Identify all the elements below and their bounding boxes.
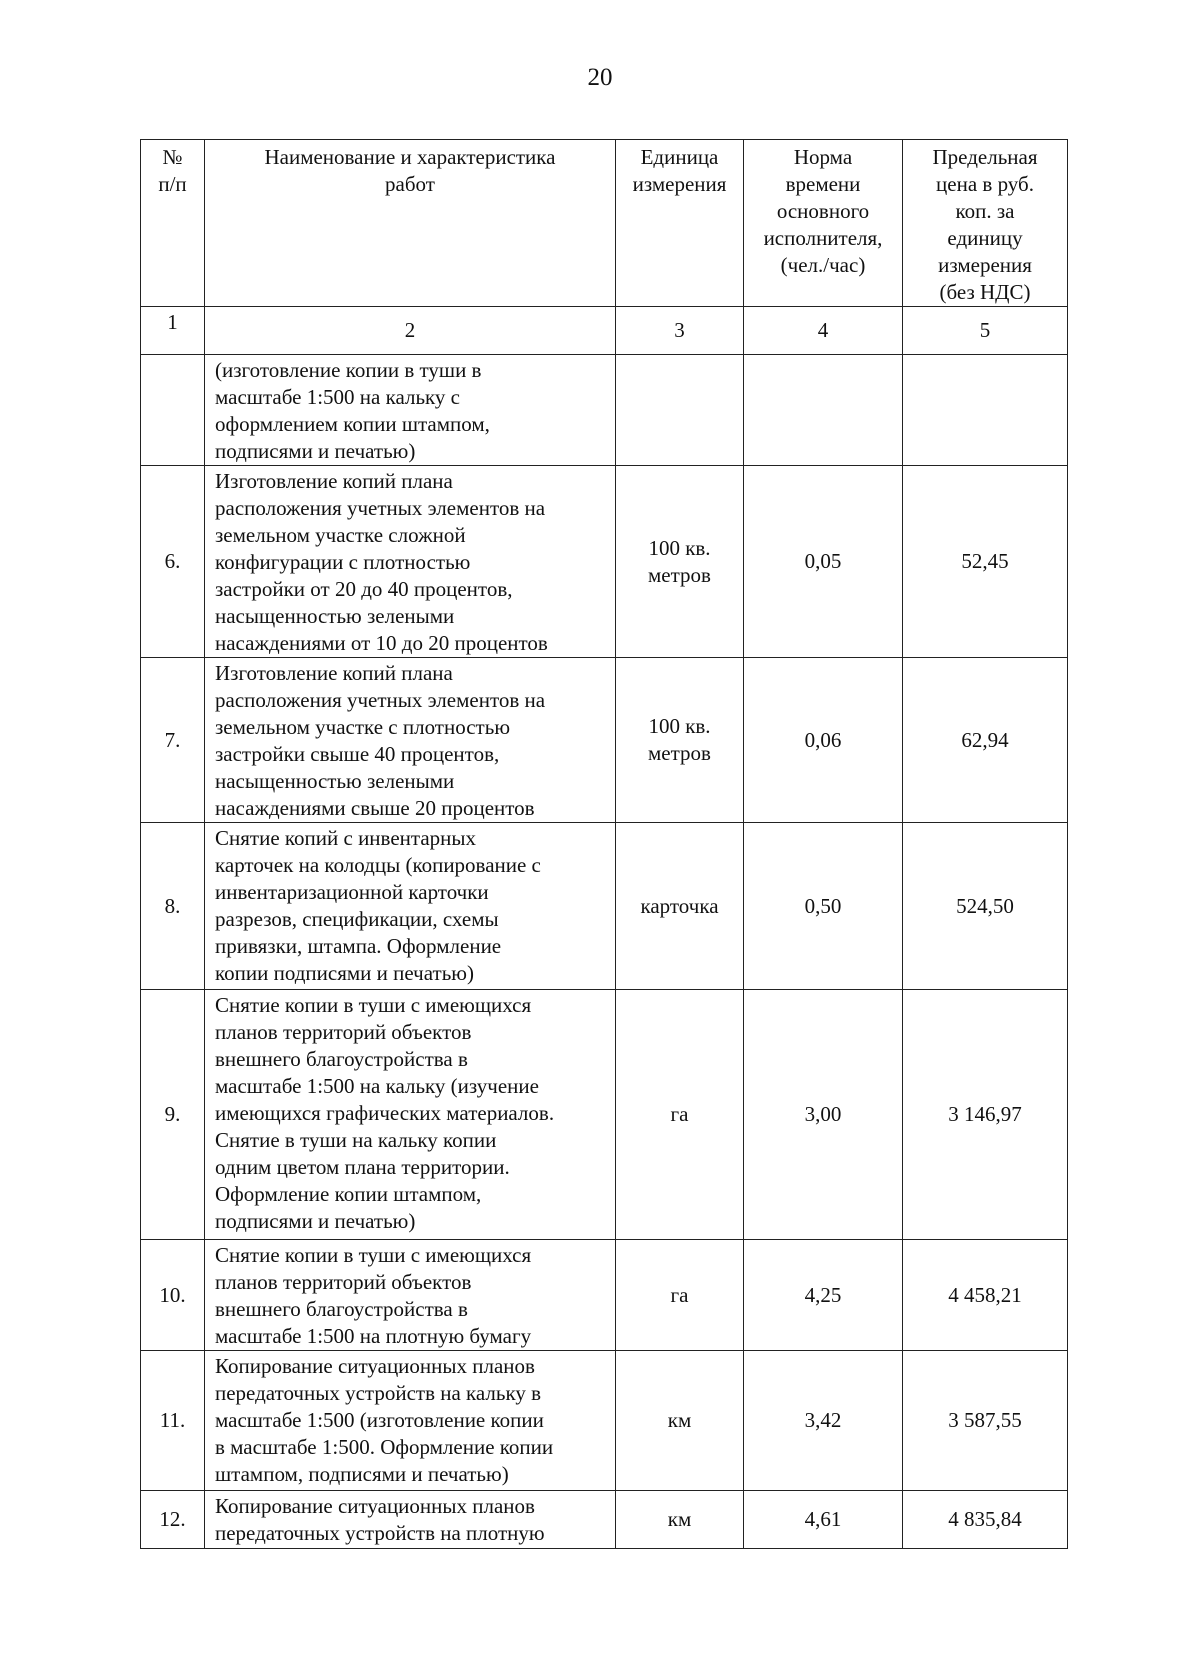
table-row [141,658,1068,823]
table-row [141,466,1068,658]
header-description-text: Наименование и характеристика работ [264,145,556,196]
row-description-text: Копирование ситуационных планов передаточных устройств на плотную [215,1494,545,1545]
row-norm: 4,25 [744,1240,903,1351]
price-table [140,139,1068,1549]
row-price [903,355,1068,466]
row-description [205,1240,616,1351]
row-unit: 100 кв. метров [616,658,744,823]
table-header [141,140,1068,355]
table-row [141,355,1068,466]
row-number: 12. [141,1491,205,1549]
row-unit: 100 кв. метров [616,466,744,658]
row-description [205,1491,616,1549]
row-description-text: Снятие копий с инвентарных карточек на колодцы (копирование с инвентаризационной карточки разрезов, спецификации, схемы привязки, штампа. Оформление копии подписями и печатью) [215,826,541,985]
column-number: 4 [744,307,903,355]
row-unit: га [616,990,744,1240]
row-norm: 3,00 [744,990,903,1240]
row-number: 6. [141,466,205,658]
column-number: 3 [616,307,744,355]
table-row [141,1491,1068,1549]
row-unit: га [616,1240,744,1351]
row-description-text: Снятие копии в туши с имеющихся планов территорий объектов внешнего благоустройства в масштабе 1:500 на плотную бумагу [215,1243,532,1348]
table-row [141,1351,1068,1491]
header-unit [616,140,744,307]
table-row [141,1240,1068,1351]
row-price: 3 587,55 [903,1351,1068,1491]
header-number [141,140,205,307]
header-price-text: Предельная цена в руб. коп. за единицу измерения (без НДС) [932,145,1038,304]
row-price: 524,50 [903,823,1068,990]
row-description-text: Копирование ситуационных планов передаточных устройств на кальку в масштабе 1:500 (изготовление копии в масштабе 1:500. Оформление копии штампом, подписями и печатью) [215,1354,554,1486]
row-description-text: Снятие копии в туши с имеющихся планов территорий объектов внешнего благоустройства в масштабе 1:500 на кальку (изучение имеющихся графических материалов. Снятие в туши на кальку копии одним цветом плана территории. Оформление копии штампом, подписями и печатью) [215,993,555,1233]
row-price: 3 146,97 [903,990,1068,1240]
table-row [141,823,1068,990]
row-price: 52,45 [903,466,1068,658]
header-description [205,140,616,307]
row-unit: км [616,1351,744,1491]
row-price: 4 835,84 [903,1491,1068,1549]
row-number: 10. [141,1240,205,1351]
row-unit [616,355,744,466]
row-description [205,466,616,658]
row-norm: 0,05 [744,466,903,658]
row-description-text: Изготовление копий плана расположения учетных элементов на земельном участке сложной конфигурации с плотностью застройки от 20 до 40 процентов, насыщенностью зелеными насаждениями от 10 до 20 процентов [215,469,548,655]
row-norm: 4,61 [744,1491,903,1549]
header-norm-text: Норма времени основного исполнителя, (чел./час) [763,145,883,277]
table-body [141,355,1068,1549]
header-unit-text: Единица измерения [632,145,727,196]
row-description-text: (изготовление копии в туши в масштабе 1:500 на кальку с оформлением копии штампом, подписями и печатью) [215,358,490,463]
row-description [205,990,616,1240]
header-norm [744,140,903,307]
row-description [205,823,616,990]
row-norm [744,355,903,466]
row-unit: км [616,1491,744,1549]
row-description [205,658,616,823]
column-numbers-row [141,307,1068,355]
page-number: 20 [587,64,613,91]
column-number: 5 [903,307,1068,355]
row-number: 8. [141,823,205,990]
row-number: 11. [141,1351,205,1491]
row-price: 4 458,21 [903,1240,1068,1351]
column-number: 1 [141,307,205,355]
header-number-text: № п/п [158,145,187,196]
row-norm: 0,50 [744,823,903,990]
row-unit: карточка [616,823,744,990]
header-price [903,140,1068,307]
row-description [205,355,616,466]
row-description-text: Изготовление копий плана расположения учетных элементов на земельном участке с плотностью застройки свыше 40 процентов, насыщенностью зелеными насаждениями свыше 20 процентов [215,661,546,820]
row-number: 7. [141,658,205,823]
column-number: 2 [205,307,616,355]
row-number: 9. [141,990,205,1240]
row-description [205,1351,616,1491]
row-norm: 0,06 [744,658,903,823]
row-norm: 3,42 [744,1351,903,1491]
table-row [141,990,1068,1240]
row-number [141,355,205,466]
row-price: 62,94 [903,658,1068,823]
